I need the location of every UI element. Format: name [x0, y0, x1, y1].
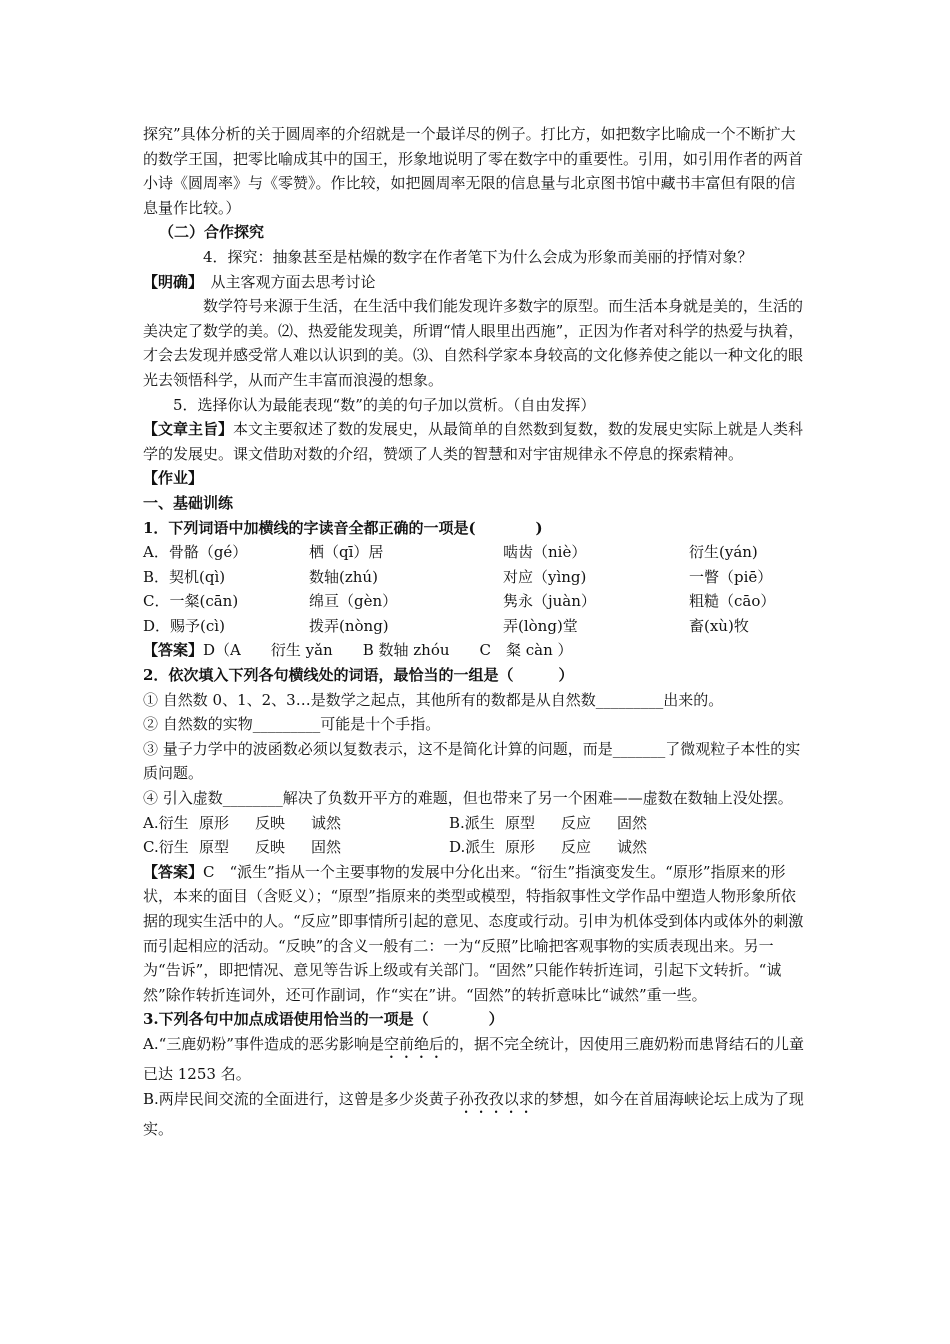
- answer-label: 【答案】: [143, 862, 204, 881]
- option-row-c: [143, 589, 809, 614]
- question-1-answer: [143, 638, 809, 663]
- question-3-stem: 3.下列各句中加点成语使用恰当的一项是（ ）: [143, 1010, 504, 1029]
- question-2-choices-row-1: [143, 811, 809, 836]
- choice-word: 反应: [561, 813, 592, 832]
- question-3-option-a: [143, 1032, 809, 1087]
- homework-heading: 【作业】: [143, 469, 204, 488]
- question-2-item-1: ① 自然数 0、1、2、3…是数学之起点，其他所有的数都是从自然数_________出来的。: [143, 690, 724, 709]
- question-2-item-2: ② 自然数的实物_________可能是十个手指。: [143, 715, 441, 734]
- option-row-b: [143, 565, 809, 590]
- option-b-pre: B.两岸民间交流的全面进行，这曾是多少炎黄子: [143, 1089, 459, 1108]
- choice-word: 原形: [505, 838, 536, 857]
- choice-word: C.衍生: [143, 838, 189, 857]
- question-2-item-3: ③ 量子力学中的波函数必须以复数表示，这不是简化计算的问题，而是_______了微观粒子本性的实质问题。: [143, 739, 801, 783]
- question-2-item-4: ④ 引入虚数________解决了负数开平方的难题，但也带来了另一个困难——虚数在数轴上没处摆。: [143, 789, 793, 808]
- answer-text: D（A 衍生 yǎn B 数轴 zhóu C 粲 càn ）: [203, 641, 573, 660]
- option-cell: 畜(xù)牧: [689, 616, 749, 635]
- option-b-idiom: 孙孜孜以求: [458, 1089, 534, 1108]
- document-page: [143, 122, 809, 1141]
- option-a-pre: A.“三鹿奶粉”事件造成的恶劣影响是: [143, 1034, 384, 1053]
- question-5: 5．选择你认为最能表现“数”的美的句子加以赏析。（自由发挥）: [173, 395, 596, 414]
- intro-paragraph: 探究”具体分析的关于圆周率的介绍就是一个最详尽的例子。打比方，如把数字比喻成一个不断扩大的数学王国，把零比喻成其中的国王，形象地说明了零在数字中的重要性。引用，如引用作者的两首小诗《圆周率》与《零赞》。作比较，如把圆周率无限的信息量与北京图书馆中藏书丰富但有限的信息量作比较。）: [143, 125, 804, 217]
- choice-word: 诚然: [617, 838, 648, 857]
- option-row-a: [143, 540, 809, 565]
- question-2-choices-row-2: [143, 835, 809, 860]
- theme-label: 【文章主旨】: [143, 420, 234, 439]
- choice-word: 固然: [617, 813, 648, 832]
- question-2-answer: [143, 860, 809, 1008]
- choice-word: 反映: [255, 813, 286, 832]
- option-a-idiom: 空前绝后: [383, 1034, 444, 1053]
- question-4: 4．探究：抽象甚至是枯燥的数字在作者笔下为什么会成为形象而美丽的抒情对象？: [203, 247, 753, 266]
- theme-paragraph: [143, 417, 809, 466]
- question-2-stem: 2．依次填入下列各句横线处的词语，最恰当的一组是（ ）: [143, 666, 574, 685]
- option-cell: 数轴(zhú): [309, 567, 378, 586]
- mingque-body: 数学符号来源于生活，在生活中我们能发现许多数字的原型。而生活本身就是美的，生活的美决定了数学的美。⑵、热爱能发现美，所谓“情人眼里出西施”，正因为作者对科学的热爱与执着，才会去发现并感受常人难以认识到的美。⑶、自然科学家本身较高的文化修养使之能以一种文化的眼光去领悟科学，从而产生丰富而浪漫的想象。: [143, 297, 804, 389]
- choice-word: B.派生: [449, 813, 495, 832]
- question-1-options: [143, 540, 809, 638]
- option-cell: D．赐予(cì): [143, 616, 225, 635]
- mingque-label: 【明确】: [143, 272, 196, 291]
- option-cell: 对应（yìng): [503, 567, 587, 586]
- section-heading-cooperative: （二）合作探究: [159, 223, 265, 242]
- question-3-option-b: [143, 1087, 809, 1142]
- option-cell: 栖（qī）居: [309, 543, 384, 562]
- option-cell: 拨弄(nòng): [309, 616, 389, 635]
- choice-word: 原形: [199, 813, 230, 832]
- option-cell: 一瞥（piē）: [689, 567, 773, 586]
- choice-word: 反映: [255, 838, 286, 857]
- mingque-text: 从主客观方面去思考讨论: [195, 272, 376, 291]
- option-cell: 绵亘（gèn）: [309, 592, 398, 611]
- choice-word: 原型: [505, 813, 536, 832]
- option-row-d: [143, 614, 809, 639]
- choice-word: 诚然: [311, 813, 342, 832]
- choice-word: A.衍生: [143, 813, 189, 832]
- mingque-line: [143, 270, 809, 295]
- option-cell: B．契机(qì): [143, 567, 226, 586]
- question-1-stem: 1．下列词语中加横线的字读音全都正确的一项是( ): [143, 518, 543, 537]
- answer-label: 【答案】: [143, 641, 204, 660]
- choice-word: 反应: [561, 838, 592, 857]
- option-cell: 衍生(yán): [689, 543, 758, 562]
- choice-word: 固然: [311, 838, 342, 857]
- option-cell: A．骨骼（gé）: [143, 543, 248, 562]
- option-a-post: 的，据不完全统计，因使用三鹿奶粉而患肾结石的儿童已达 1253 名。: [143, 1034, 804, 1083]
- option-b-post: 的梦想，如今在首届海峡论坛上成为了现实。: [143, 1089, 804, 1138]
- choice-word: 原型: [199, 838, 230, 857]
- option-cell: 啮齿（niè）: [503, 543, 587, 562]
- option-cell: C．一粲(cān): [143, 592, 239, 611]
- theme-text: 本文主要叙述了数的发展史，从最简单的自然数到复数，数的发展史实际上就是人类科学的发展史。课文借助对数的介绍，赞颂了人类的智慧和对宇宙规律永不停息的探索精神。: [143, 420, 804, 463]
- option-cell: 粗糙（cāo）: [689, 592, 776, 611]
- option-cell: 隽永（juàn）: [503, 592, 596, 611]
- choice-word: D.派生: [449, 838, 496, 857]
- basic-training-heading: 一、基础训练: [143, 493, 234, 512]
- answer-text: C “派生”指从一个主要事物的发展中分化出来。“衍生”指演变发生。“原形”指原来的形状，本来的面目（含贬义）；“原型”指原来的类型或模型，特指叙事性文学作品中塑造人物形象所依据的现实生活中的人。“反应”即事情所引起的意见、态度或行动。引申为机体受到体内或体外的刺激而引起相应的活动。“反映”的含义一般有二：一为“反照”比喻把客观事物的实质表现出来。另一为“告诉”，即把情况、意见等告诉上级或有关部门。“固然”只能作转折连词，引起下文转折。“诚然”除作转折连词外，还可作副词，作“实在”讲。“固然”的转折意味比“诚然”重一些。: [143, 862, 804, 1004]
- option-cell: 弄(lòng)堂: [503, 616, 578, 635]
